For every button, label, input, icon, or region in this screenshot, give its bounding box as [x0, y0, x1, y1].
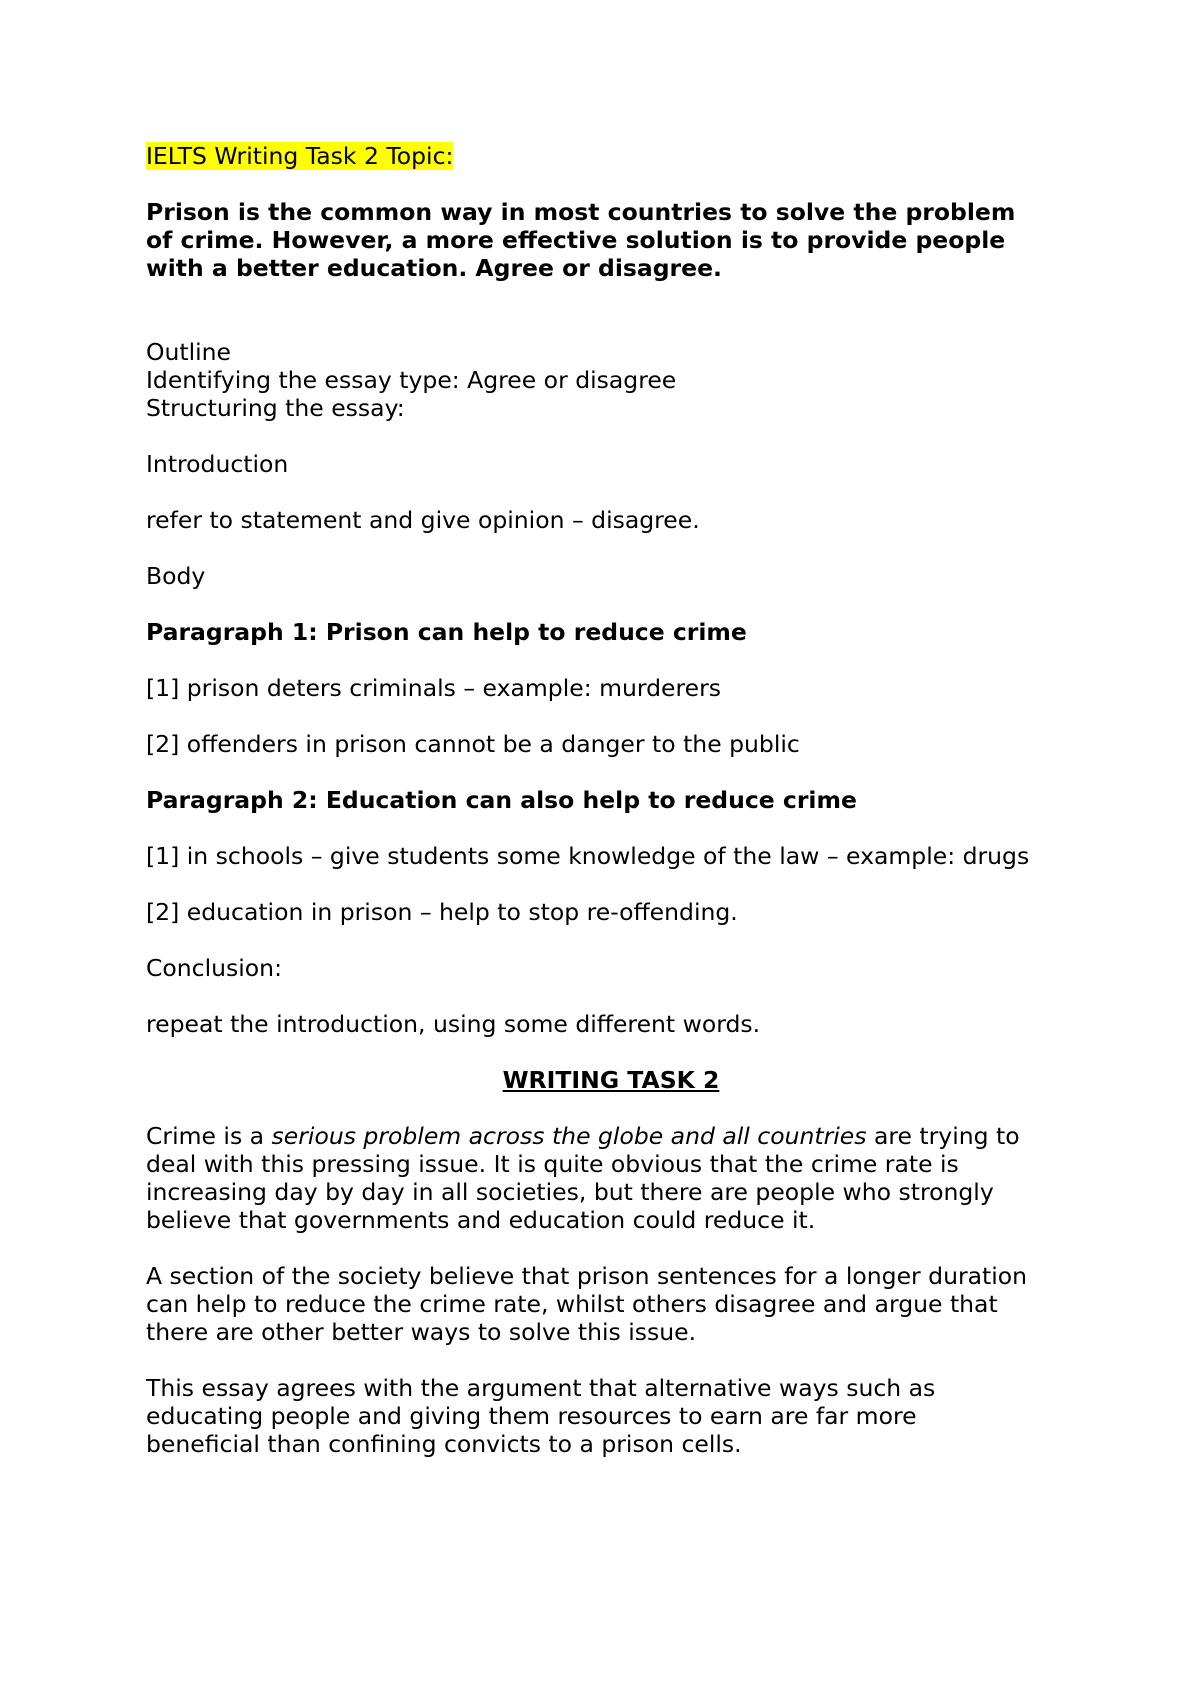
essay-paragraph-3: [146, 1374, 1076, 1458]
essay-text: are trying to: [866, 1122, 1020, 1150]
paragraph2-heading: Paragraph 2: Education can also help to reduce crime: [146, 786, 857, 814]
essay-line: educating people and giving them resources to earn are far more: [146, 1402, 917, 1430]
paragraph1-heading: Paragraph 1: Prison can help to reduce crime: [146, 618, 747, 646]
paragraph1-point: [2] offenders in prison cannot be a danger to the public: [146, 730, 800, 758]
essay-line: believe that governments and education could reduce it.: [146, 1206, 816, 1234]
prompt-line: Prison is the common way in most countries to solve the problem: [146, 198, 1016, 226]
essay-line: beneficial than confining convicts to a prison cells.: [146, 1430, 742, 1458]
essay-paragraph-1: [146, 1122, 1076, 1234]
conclusion-note: repeat the introduction, using some different words.: [146, 1010, 761, 1038]
conclusion-heading: Conclusion:: [146, 954, 282, 982]
paragraph1-point: [1] prison deters criminals – example: murderers: [146, 674, 722, 702]
essay-italic-text: serious problem across the globe and all countries: [271, 1122, 867, 1150]
essay-title: WRITING TASK 2: [502, 1066, 720, 1094]
essay-line: can help to reduce the crime rate, whilst others disagree and argue that: [146, 1290, 998, 1318]
prompt-line: with a better education. Agree or disagree.: [146, 254, 722, 282]
prompt-line: of crime. However, a more effective solution is to provide people: [146, 226, 1006, 254]
essay-line: deal with this pressing issue. It is quite obvious that the crime rate is: [146, 1150, 959, 1178]
essay-line: A section of the society believe that prison sentences for a longer duration: [146, 1262, 1028, 1290]
essay-line: increasing day by day in all societies, but there are people who strongly: [146, 1178, 994, 1206]
essay-type: Identifying the essay type: Agree or disagree: [146, 366, 677, 394]
essay-prompt: [146, 198, 1076, 282]
essay-line: This essay agrees with the argument that alternative ways such as: [146, 1374, 936, 1402]
document-page: [146, 142, 1076, 1458]
structuring-label: Structuring the essay:: [146, 394, 405, 422]
outline-section: [146, 338, 1076, 1038]
essay-line: [146, 1122, 1076, 1150]
essay-text: Crime is a: [146, 1122, 272, 1150]
paragraph2-point: [2] education in prison – help to stop re-offending.: [146, 898, 738, 926]
essay-paragraph-2: [146, 1262, 1076, 1346]
topic-label: IELTS Writing Task 2 Topic:: [146, 142, 454, 170]
introduction-note: refer to statement and give opinion – disagree.: [146, 506, 700, 534]
essay-line: there are other better ways to solve this issue.: [146, 1318, 697, 1346]
outline-title: Outline: [146, 338, 232, 366]
body-heading: Body: [146, 562, 206, 590]
paragraph2-point: [1] in schools – give students some knowledge of the law – example: drugs: [146, 842, 1030, 870]
introduction-heading: Introduction: [146, 450, 289, 478]
